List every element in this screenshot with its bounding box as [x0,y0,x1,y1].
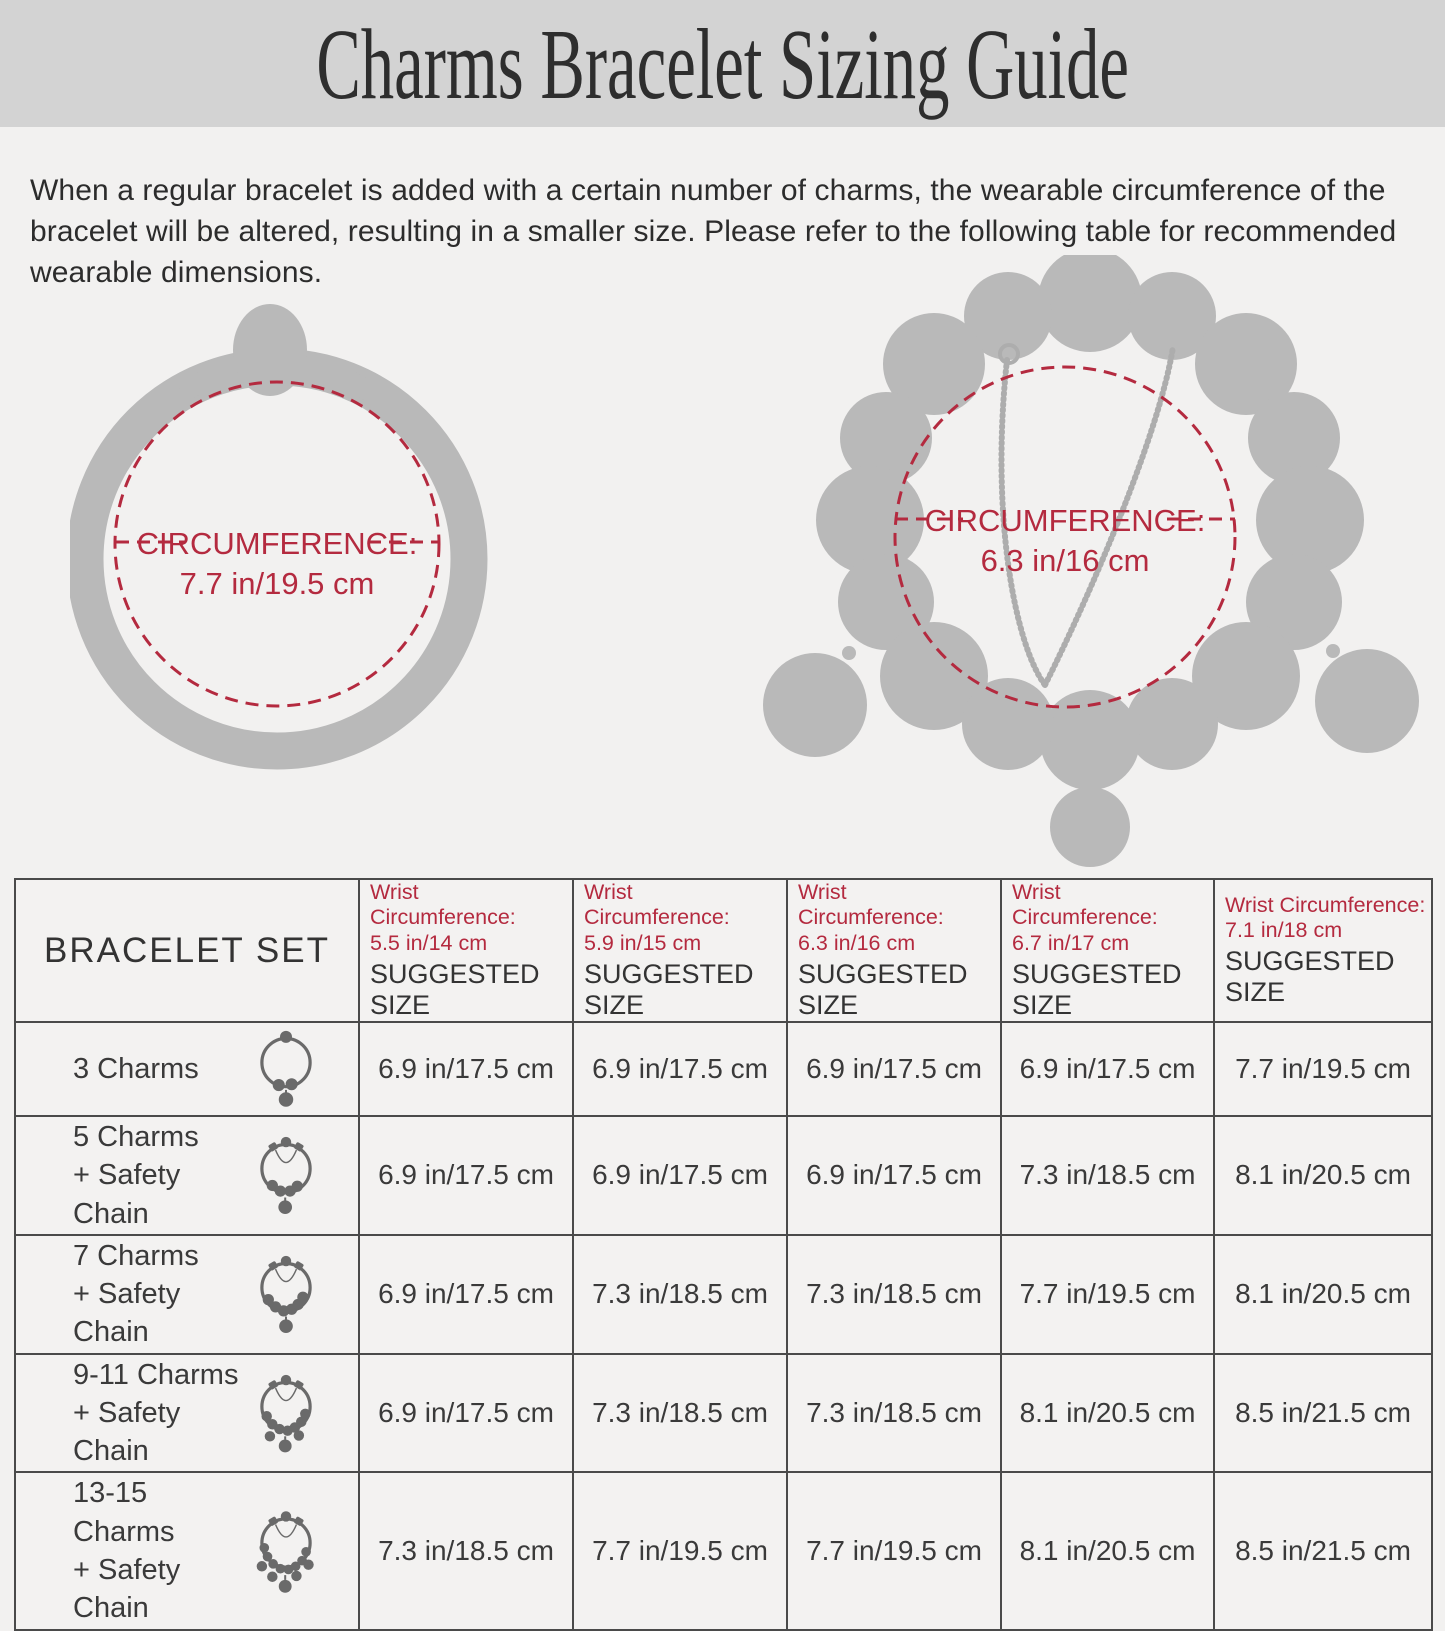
table-row-5-charms [15,1116,1432,1235]
suggested-size-cell: 7.7 in/19.5 cm [1214,1022,1432,1116]
circumference-value: 6.3 in/16 cm [980,543,1150,578]
set-label-line2: + Safety Chain [73,1159,181,1230]
header-band [0,0,1445,127]
wrist-column-header-3 [787,879,1001,1022]
circumference-label-line1: CIRCUMFERENCE: [136,526,418,561]
table-row-3-charms [15,1022,1432,1116]
suggested-size-label: SUGGESTED SIZE [370,959,540,1021]
suggested-size-cell: 7.7 in/19.5 cm [787,1472,1001,1629]
table-row-7-charms [15,1235,1432,1354]
bracelet-set-cell [15,1354,359,1473]
suggested-size-cell: 6.9 in/17.5 cm [573,1022,787,1116]
suggested-size-label: SUGGESTED SIZE [798,959,968,1021]
wrist-circumference-value: 7.1 in/18 cm [1225,918,1343,943]
suggested-size-cell: 7.3 in/18.5 cm [359,1472,573,1629]
circumference-value: 7.7 in/19.5 cm [179,566,375,601]
dangle-charm-right [1315,649,1419,753]
set-label-line1: 5 Charms [73,1121,199,1154]
suggested-size-cell: 8.1 in/20.5 cm [1214,1116,1432,1235]
suggested-size-cell: 8.1 in/20.5 cm [1001,1354,1214,1473]
wrist-column-header-5 [1214,879,1432,1022]
wrist-circumference-value: 5.5 in/14 cm [370,930,488,955]
suggested-size-cell: 7.3 in/18.5 cm [787,1354,1001,1473]
bracelet-set-cell [15,1022,359,1116]
charm-bracelet-diagram [745,255,1445,875]
wrist-circumference-label: Wrist Circumference: [584,880,730,930]
suggested-size-cell: 6.9 in/17.5 cm [359,1235,573,1354]
dangle-charm-left [763,653,867,757]
wrist-column-header-4 [1001,879,1214,1022]
table-row-9-11-charms [15,1354,1432,1473]
wrist-circumference-label: Wrist Circumference: [1012,880,1158,930]
sizing-table [14,878,1433,1631]
bracelet-7-charms-safety-chain-icon [245,1249,327,1339]
table-row-13-15-charms [15,1472,1432,1629]
set-label-line1: 9-11 Charms [73,1358,239,1391]
wrist-column-header-2 [573,879,787,1022]
suggested-size-cell: 7.3 in/18.5 cm [787,1235,1001,1354]
suggested-size-cell: 8.5 in/21.5 cm [1214,1472,1432,1629]
suggested-size-cell: 6.9 in/17.5 cm [787,1116,1001,1235]
suggested-size-cell: 8.1 in/20.5 cm [1214,1235,1432,1354]
plain-bracelet-diagram [70,292,680,774]
circumference-label-line1: CIRCUMFERENCE: [924,503,1206,538]
suggested-size-cell: 6.9 in/17.5 cm [359,1116,573,1235]
suggested-size-cell: 6.9 in/17.5 cm [359,1354,573,1473]
set-label-line2: + Safety Chain [73,1278,181,1349]
suggested-size-cell: 7.3 in/18.5 cm [573,1235,787,1354]
suggested-size-cell: 6.9 in/17.5 cm [1001,1022,1214,1116]
set-label-line1: 3 Charms [73,1052,199,1085]
bracelet-3-charms-icon [245,1024,327,1114]
dangle-charm-bottom [1050,787,1130,867]
set-label-line2: + Safety Chain [73,1396,181,1468]
wrist-circumference-label: Wrist Circumference: [798,880,944,930]
table-header-row [15,879,1432,1022]
wrist-circumference-label: Wrist Circumference: [1225,892,1426,917]
suggested-size-label: SUGGESTED SIZE [1225,946,1395,1008]
bracelet-set-cell [15,1472,359,1629]
wrist-column-header-1 [359,879,573,1022]
bracelet-set-cell [15,1116,359,1235]
suggested-size-label: SUGGESTED SIZE [584,959,754,1021]
suggested-size-cell: 6.9 in/17.5 cm [573,1116,787,1235]
page-title: Charms Bracelet Sizing Guide [316,8,1129,120]
suggested-size-cell: 6.9 in/17.5 cm [787,1022,1001,1116]
set-label-line2: + Safety Chain [73,1554,181,1625]
wrist-circumference-label: Wrist Circumference: [370,880,516,930]
suggested-size-cell: 8.1 in/20.5 cm [1001,1472,1214,1629]
suggested-size-label: SUGGESTED SIZE [1012,959,1182,1021]
bracelet-5-charms-safety-chain-icon [245,1130,327,1220]
bracelet-set-cell [15,1235,359,1354]
bracelet-set-header: BRACELET SET [15,879,359,1022]
intro-paragraph: When a regular bracelet is added with a certain number of charms, the wearable circumference of the bracelet will be altered, resulting in a smaller size. Please refer to the following table for recommended wearable dimensions. [30,174,1397,289]
suggested-size-cell: 8.5 in/21.5 cm [1214,1354,1432,1473]
wrist-circumference-value: 5.9 in/15 cm [584,930,702,955]
set-label-line1: 7 Charms [73,1239,199,1272]
set-label-line1: 13-15 Charms [73,1477,175,1548]
suggested-size-cell: 7.3 in/18.5 cm [1001,1116,1214,1235]
bracelet-13-15-charms-safety-chain-icon [245,1506,327,1596]
suggested-size-cell: 7.7 in/19.5 cm [573,1472,787,1629]
suggested-size-cell: 7.3 in/18.5 cm [573,1354,787,1473]
wrist-circumference-value: 6.3 in/16 cm [798,930,916,955]
suggested-size-cell: 7.7 in/19.5 cm [1001,1235,1214,1354]
wrist-circumference-value: 6.7 in/17 cm [1012,930,1130,955]
suggested-size-cell: 6.9 in/17.5 cm [359,1022,573,1116]
